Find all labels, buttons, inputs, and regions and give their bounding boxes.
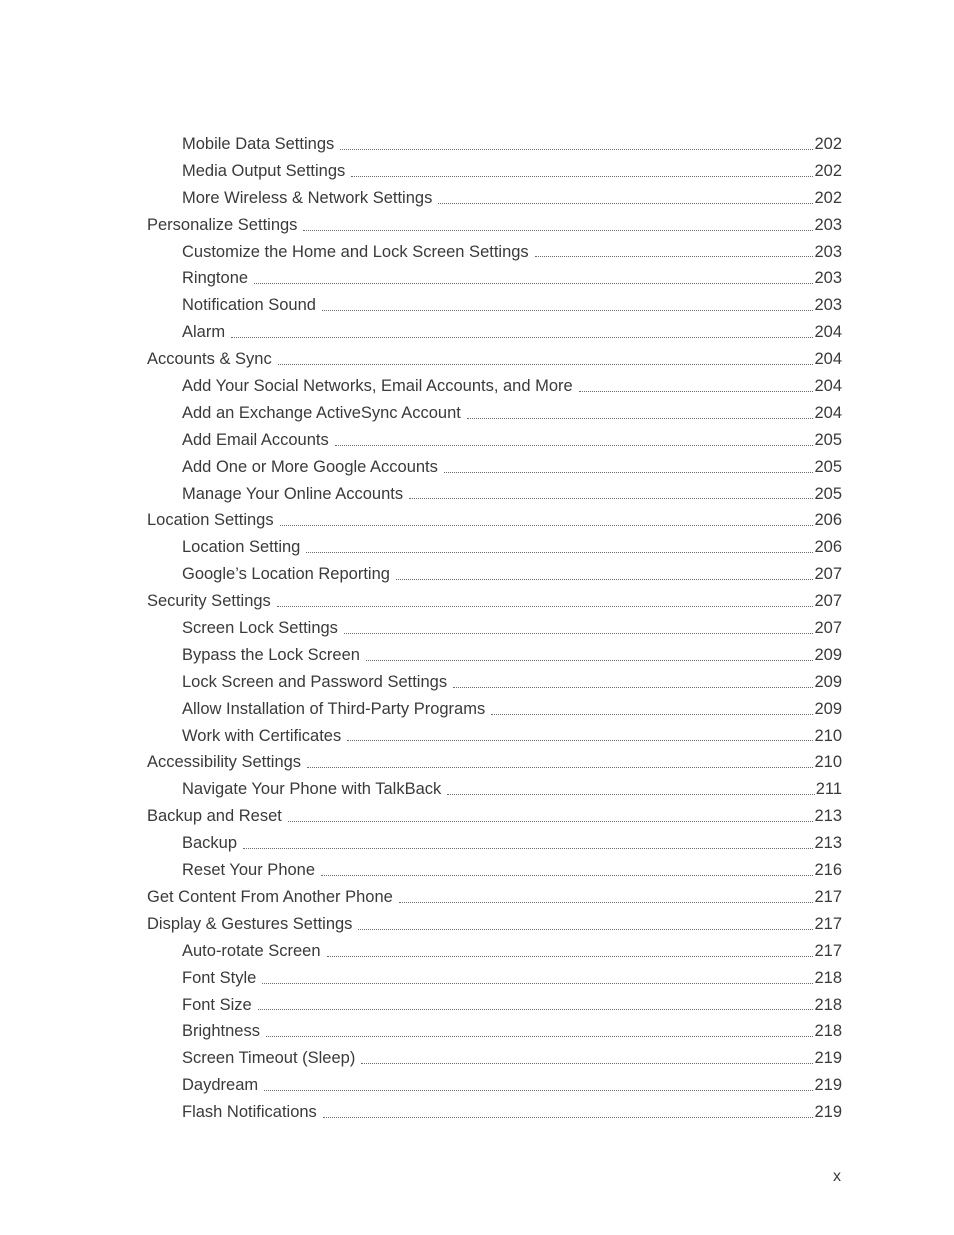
toc-entry-page-number: 213	[814, 807, 842, 826]
toc-section-entry[interactable]	[147, 911, 842, 938]
toc-subsection-entry[interactable]	[147, 265, 842, 292]
toc-entry-title: Google’s Location Reporting	[182, 565, 390, 584]
toc-entry-title: Security Settings	[147, 592, 271, 611]
toc-subsection-entry[interactable]	[147, 319, 842, 346]
toc-entry-title: Manage Your Online Accounts	[182, 484, 404, 503]
table-of-contents	[147, 131, 842, 1126]
toc-subsection-entry[interactable]	[147, 1018, 842, 1045]
toc-entry-page-number: 210	[814, 726, 842, 745]
toc-subsection-entry[interactable]	[147, 561, 842, 588]
toc-dot-leader	[447, 794, 814, 795]
toc-entry-title: Backup	[182, 834, 238, 853]
toc-section-entry[interactable]	[147, 749, 842, 776]
toc-entry-title: Add Email Accounts	[182, 430, 329, 449]
toc-subsection-entry[interactable]	[147, 239, 842, 266]
toc-entry-title: Navigate Your Phone with TalkBack	[182, 780, 442, 799]
toc-entry-page-number: 219	[814, 1049, 842, 1068]
toc-entry-page-number: 210	[814, 753, 842, 772]
toc-subsection-entry[interactable]	[147, 158, 842, 185]
toc-entry-page-number: 207	[814, 565, 842, 584]
toc-entry-title: Accounts & Sync	[147, 350, 272, 369]
toc-dot-leader	[361, 1063, 813, 1064]
toc-entry-page-number: 203	[814, 215, 842, 234]
toc-subsection-entry[interactable]	[147, 481, 842, 508]
toc-entry-page-number: 217	[814, 914, 842, 933]
toc-subsection-entry[interactable]	[147, 400, 842, 427]
toc-entry-page-number: 204	[814, 403, 842, 422]
toc-subsection-entry[interactable]	[147, 1045, 842, 1072]
toc-entry-page-number: 203	[814, 242, 842, 261]
toc-entry-title: Alarm	[182, 323, 226, 342]
toc-section-entry[interactable]	[147, 346, 842, 373]
toc-subsection-entry[interactable]	[147, 669, 842, 696]
toc-entry-title: Notification Sound	[182, 296, 316, 315]
toc-subsection-entry[interactable]	[147, 776, 842, 803]
toc-entry-page-number: 211	[815, 780, 842, 799]
toc-dot-leader	[399, 902, 814, 903]
toc-dot-leader	[579, 391, 814, 392]
toc-entry-title: More Wireless & Network Settings	[182, 188, 433, 207]
toc-entry-page-number: 219	[814, 1103, 842, 1122]
toc-entry-title: Add an Exchange ActiveSync Account	[182, 403, 461, 422]
toc-subsection-entry[interactable]	[147, 642, 842, 669]
toc-dot-leader	[344, 633, 814, 634]
toc-subsection-entry[interactable]	[147, 454, 842, 481]
toc-entry-page-number: 205	[814, 484, 842, 503]
toc-entry-title: Auto-rotate Screen	[182, 941, 321, 960]
toc-subsection-entry[interactable]	[147, 292, 842, 319]
toc-entry-page-number: 204	[814, 350, 842, 369]
toc-subsection-entry[interactable]	[147, 965, 842, 992]
toc-dot-leader	[321, 875, 813, 876]
toc-entry-title: Flash Notifications	[182, 1103, 317, 1122]
toc-entry-page-number: 216	[814, 861, 842, 880]
toc-section-entry[interactable]	[147, 588, 842, 615]
toc-section-entry[interactable]	[147, 803, 842, 830]
toc-entry-page-number: 202	[814, 135, 842, 153]
toc-entry-title: Font Style	[182, 968, 257, 987]
page-number: x	[833, 1168, 841, 1185]
toc-entry-title: Mobile Data Settings	[182, 135, 335, 153]
toc-subsection-entry[interactable]	[147, 1099, 842, 1126]
toc-subsection-entry[interactable]	[147, 696, 842, 723]
toc-entry-page-number: 217	[814, 887, 842, 906]
toc-entry-page-number: 203	[814, 269, 842, 288]
toc-entry-page-number: 204	[814, 377, 842, 396]
toc-entry-page-number: 213	[814, 834, 842, 853]
toc-entry-title: Allow Installation of Third-Party Programs	[182, 699, 486, 718]
toc-dot-leader	[358, 929, 813, 930]
toc-dot-leader	[335, 445, 814, 446]
toc-dot-leader	[453, 687, 813, 688]
toc-entry-title: Brightness	[182, 1022, 260, 1041]
toc-entry-page-number: 209	[814, 699, 842, 718]
toc-dot-leader	[266, 1036, 814, 1037]
toc-dot-leader	[323, 1117, 814, 1118]
toc-dot-leader	[409, 498, 813, 499]
toc-entry-page-number: 202	[814, 188, 842, 207]
toc-entry-title: Media Output Settings	[182, 161, 346, 180]
toc-entry-title: Reset Your Phone	[182, 861, 316, 880]
toc-section-entry[interactable]	[147, 884, 842, 911]
toc-dot-leader	[396, 579, 814, 580]
toc-subsection-entry[interactable]	[147, 427, 842, 454]
toc-entry-page-number: 207	[814, 619, 842, 638]
toc-subsection-entry[interactable]	[147, 185, 842, 212]
toc-dot-leader	[243, 848, 813, 849]
toc-subsection-entry[interactable]	[147, 992, 842, 1019]
toc-dot-leader	[280, 525, 814, 526]
toc-entry-title: Location Settings	[147, 511, 274, 530]
toc-entry-title: Location Setting	[182, 538, 301, 557]
toc-subsection-entry[interactable]	[147, 373, 842, 400]
toc-dot-leader	[491, 714, 813, 715]
toc-entry-title: Ringtone	[182, 269, 249, 288]
toc-dot-leader	[264, 1090, 813, 1091]
toc-subsection-entry[interactable]	[147, 534, 842, 561]
toc-entry-page-number: 218	[814, 968, 842, 987]
toc-dot-leader	[347, 740, 813, 741]
toc-entry-title: Lock Screen and Password Settings	[182, 672, 448, 691]
toc-dot-leader	[322, 310, 814, 311]
toc-subsection-entry[interactable]	[147, 938, 842, 965]
toc-entry-title: Get Content From Another Phone	[147, 887, 393, 906]
toc-entry-title: Work with Certificates	[182, 726, 342, 745]
toc-dot-leader	[288, 821, 814, 822]
toc-dot-leader	[303, 230, 813, 231]
toc-entry-page-number: 206	[814, 511, 842, 530]
toc-entry-page-number: 209	[814, 672, 842, 691]
toc-dot-leader	[231, 337, 813, 338]
toc-entry-title: Add One or More Google Accounts	[182, 457, 438, 476]
toc-entry-title: Screen Lock Settings	[182, 619, 338, 638]
toc-dot-leader	[254, 283, 813, 284]
toc-subsection-entry[interactable]	[147, 830, 842, 857]
toc-entry-page-number: 218	[814, 995, 842, 1014]
toc-entry-title: Bypass the Lock Screen	[182, 645, 360, 664]
toc-entry-title: Add Your Social Networks, Email Accounts, and More	[182, 377, 573, 396]
toc-entry-title: Daydream	[182, 1076, 259, 1095]
toc-entry-title: Display & Gestures Settings	[147, 914, 353, 933]
toc-dot-leader	[444, 472, 814, 473]
toc-dot-leader	[366, 660, 814, 661]
toc-subsection-entry[interactable]	[147, 723, 842, 750]
toc-dot-leader	[307, 767, 813, 768]
toc-entry-title: Personalize Settings	[147, 215, 298, 234]
toc-dot-leader	[258, 1009, 814, 1010]
toc-entry-page-number: 209	[814, 645, 842, 664]
toc-dot-leader	[535, 256, 814, 257]
toc-dot-leader	[327, 956, 814, 957]
toc-entry-page-number: 206	[814, 538, 842, 557]
toc-entry-page-number: 205	[814, 430, 842, 449]
toc-entry-title: Screen Timeout (Sleep)	[182, 1049, 356, 1068]
toc-entry-title: Accessibility Settings	[147, 753, 302, 772]
toc-subsection-entry[interactable]	[147, 1072, 842, 1099]
toc-dot-leader	[467, 418, 814, 419]
toc-entry-title: Font Size	[182, 995, 252, 1014]
toc-entry-title: Backup and Reset	[147, 807, 282, 826]
toc-dot-leader	[306, 552, 813, 553]
toc-entry-page-number: 219	[814, 1076, 842, 1095]
toc-entry-page-number: 217	[814, 941, 842, 960]
toc-entry-page-number: 218	[814, 1022, 842, 1041]
toc-dot-leader	[438, 203, 813, 204]
toc-entry-page-number: 203	[814, 296, 842, 315]
toc-dot-leader	[351, 176, 813, 177]
toc-entry-page-number: 204	[814, 323, 842, 342]
toc-entry-page-number: 205	[814, 457, 842, 476]
toc-dot-leader	[278, 364, 814, 365]
toc-section-entry[interactable]	[147, 507, 842, 534]
toc-dot-leader	[277, 606, 814, 607]
toc-subsection-entry[interactable]	[147, 857, 842, 884]
toc-entry-title: Customize the Home and Lock Screen Settings	[182, 242, 529, 261]
toc-subsection-entry[interactable]	[147, 131, 842, 158]
toc-section-entry[interactable]	[147, 212, 842, 239]
toc-subsection-entry[interactable]	[147, 615, 842, 642]
toc-entry-page-number: 207	[814, 592, 842, 611]
toc-dot-leader	[262, 983, 813, 984]
toc-entry-page-number: 202	[814, 161, 842, 180]
toc-dot-leader	[340, 149, 813, 150]
